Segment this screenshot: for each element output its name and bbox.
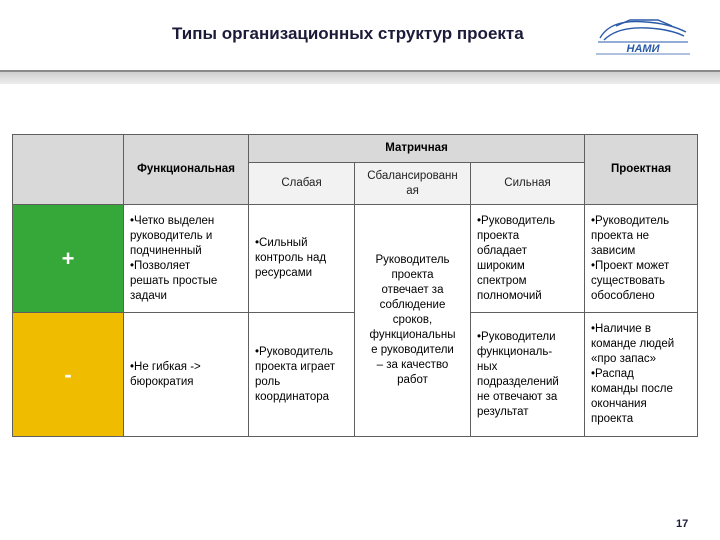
cell-text-line: зависим (591, 244, 636, 257)
cell-text-line: •Распад (591, 368, 634, 380)
header-matrix-strong: Сильная (471, 163, 585, 205)
cell-text-line: подразделений (477, 375, 559, 388)
slide-title: Типы организационных структур проекта (172, 24, 524, 43)
header-matrix: Матричная (249, 135, 585, 163)
cell-text-line: отвечает за (381, 284, 444, 296)
cell-plus-strong (471, 205, 585, 313)
cell-text-line: команды после (591, 383, 673, 395)
cell-text-line: подчиненный (130, 244, 202, 257)
cell-text-line: «про запас» (591, 353, 657, 365)
header-matrix-weak: Слабая (249, 163, 355, 205)
cell-text-line: Руководитель (375, 254, 450, 266)
cell-minus-project (585, 313, 698, 437)
cell-text-line: не отвечают за (477, 390, 558, 403)
header-matrix-balanced (355, 163, 471, 205)
nami-logo (594, 12, 692, 56)
cell-text-line: ных (477, 360, 498, 373)
cell-text-line: сроков, (392, 314, 433, 326)
cell-minus-weak (249, 313, 355, 437)
cell-minus-functional (124, 313, 249, 437)
page-number: 17 (676, 518, 689, 530)
cell-text-line: – за качество (376, 359, 449, 371)
cell-text-line: е руководители (371, 344, 454, 356)
cell-text-line: •Руководитель (477, 214, 556, 227)
cell-text-line: решать простые (130, 274, 218, 287)
cell-text-line: •Не гибкая -> (130, 360, 201, 373)
header-band (0, 72, 720, 84)
cell-text-line: проекта (391, 269, 434, 281)
cell-text-line: существовать (591, 274, 666, 287)
cell-text-line: спектром (477, 274, 527, 287)
cell-text-line: •Руководитель (591, 214, 670, 227)
cell-text-line: соблюдение (379, 299, 446, 311)
cell-minus-strong (471, 313, 585, 437)
header-balanced-line-2: ая (406, 184, 419, 197)
row-marker-plus: + (13, 205, 124, 313)
cell-text-line: обособлено (591, 289, 655, 302)
cell-text-line: •Руководитель (255, 345, 334, 358)
header-project: Проектная (585, 135, 698, 205)
cell-text-line: команде людей (591, 338, 675, 350)
row-marker-minus: - (13, 313, 124, 437)
cell-text-line: задачи (130, 289, 167, 302)
cell-text-line: •Позволяет (130, 259, 191, 272)
cell-text-line: ресурсами (255, 267, 313, 279)
cell-text-line: обладает (477, 244, 527, 257)
cell-text-line: широким (477, 259, 525, 272)
header-functional: Функциональная (124, 135, 249, 205)
cell-plus-functional (124, 205, 249, 313)
cell-text-line: координатора (255, 390, 330, 403)
cell-text-line: функциональны (369, 329, 456, 341)
cell-text-line: контроль над (255, 252, 327, 264)
cell-text-line: роль (255, 375, 281, 388)
header-corner-cell (13, 135, 124, 205)
cell-text-line: •Сильный (255, 237, 308, 249)
cell-text-line: функциональ- (477, 345, 553, 358)
cell-plus-weak (249, 205, 355, 313)
cell-text-line: окончания (591, 398, 647, 410)
cell-text-line: результат (477, 405, 529, 418)
cell-text-line: бюрократия (130, 375, 194, 388)
cell-text-line: •Наличие в (591, 323, 651, 335)
cell-text-line: проекта (477, 229, 520, 242)
header-balanced-line-1: Сбалансированн (367, 169, 458, 182)
cell-text-line: работ (397, 374, 428, 386)
cell-text-line: •Четко выделен (130, 214, 215, 227)
cell-plus-project (585, 205, 698, 313)
cell-text-line: полномочий (477, 289, 542, 302)
cell-text-line: проекта играет (255, 360, 335, 373)
cell-text-line: •Проект может (591, 259, 670, 272)
cell-text-line: •Руководители (477, 330, 556, 343)
cell-text-line: проекта не (591, 229, 650, 242)
cell-text-line: проекта (591, 413, 634, 425)
cell-text-line: руководитель и (130, 229, 213, 242)
org-structure-table (12, 134, 698, 437)
logo-text: НАМИ (626, 43, 660, 55)
cell-balanced (355, 205, 471, 437)
